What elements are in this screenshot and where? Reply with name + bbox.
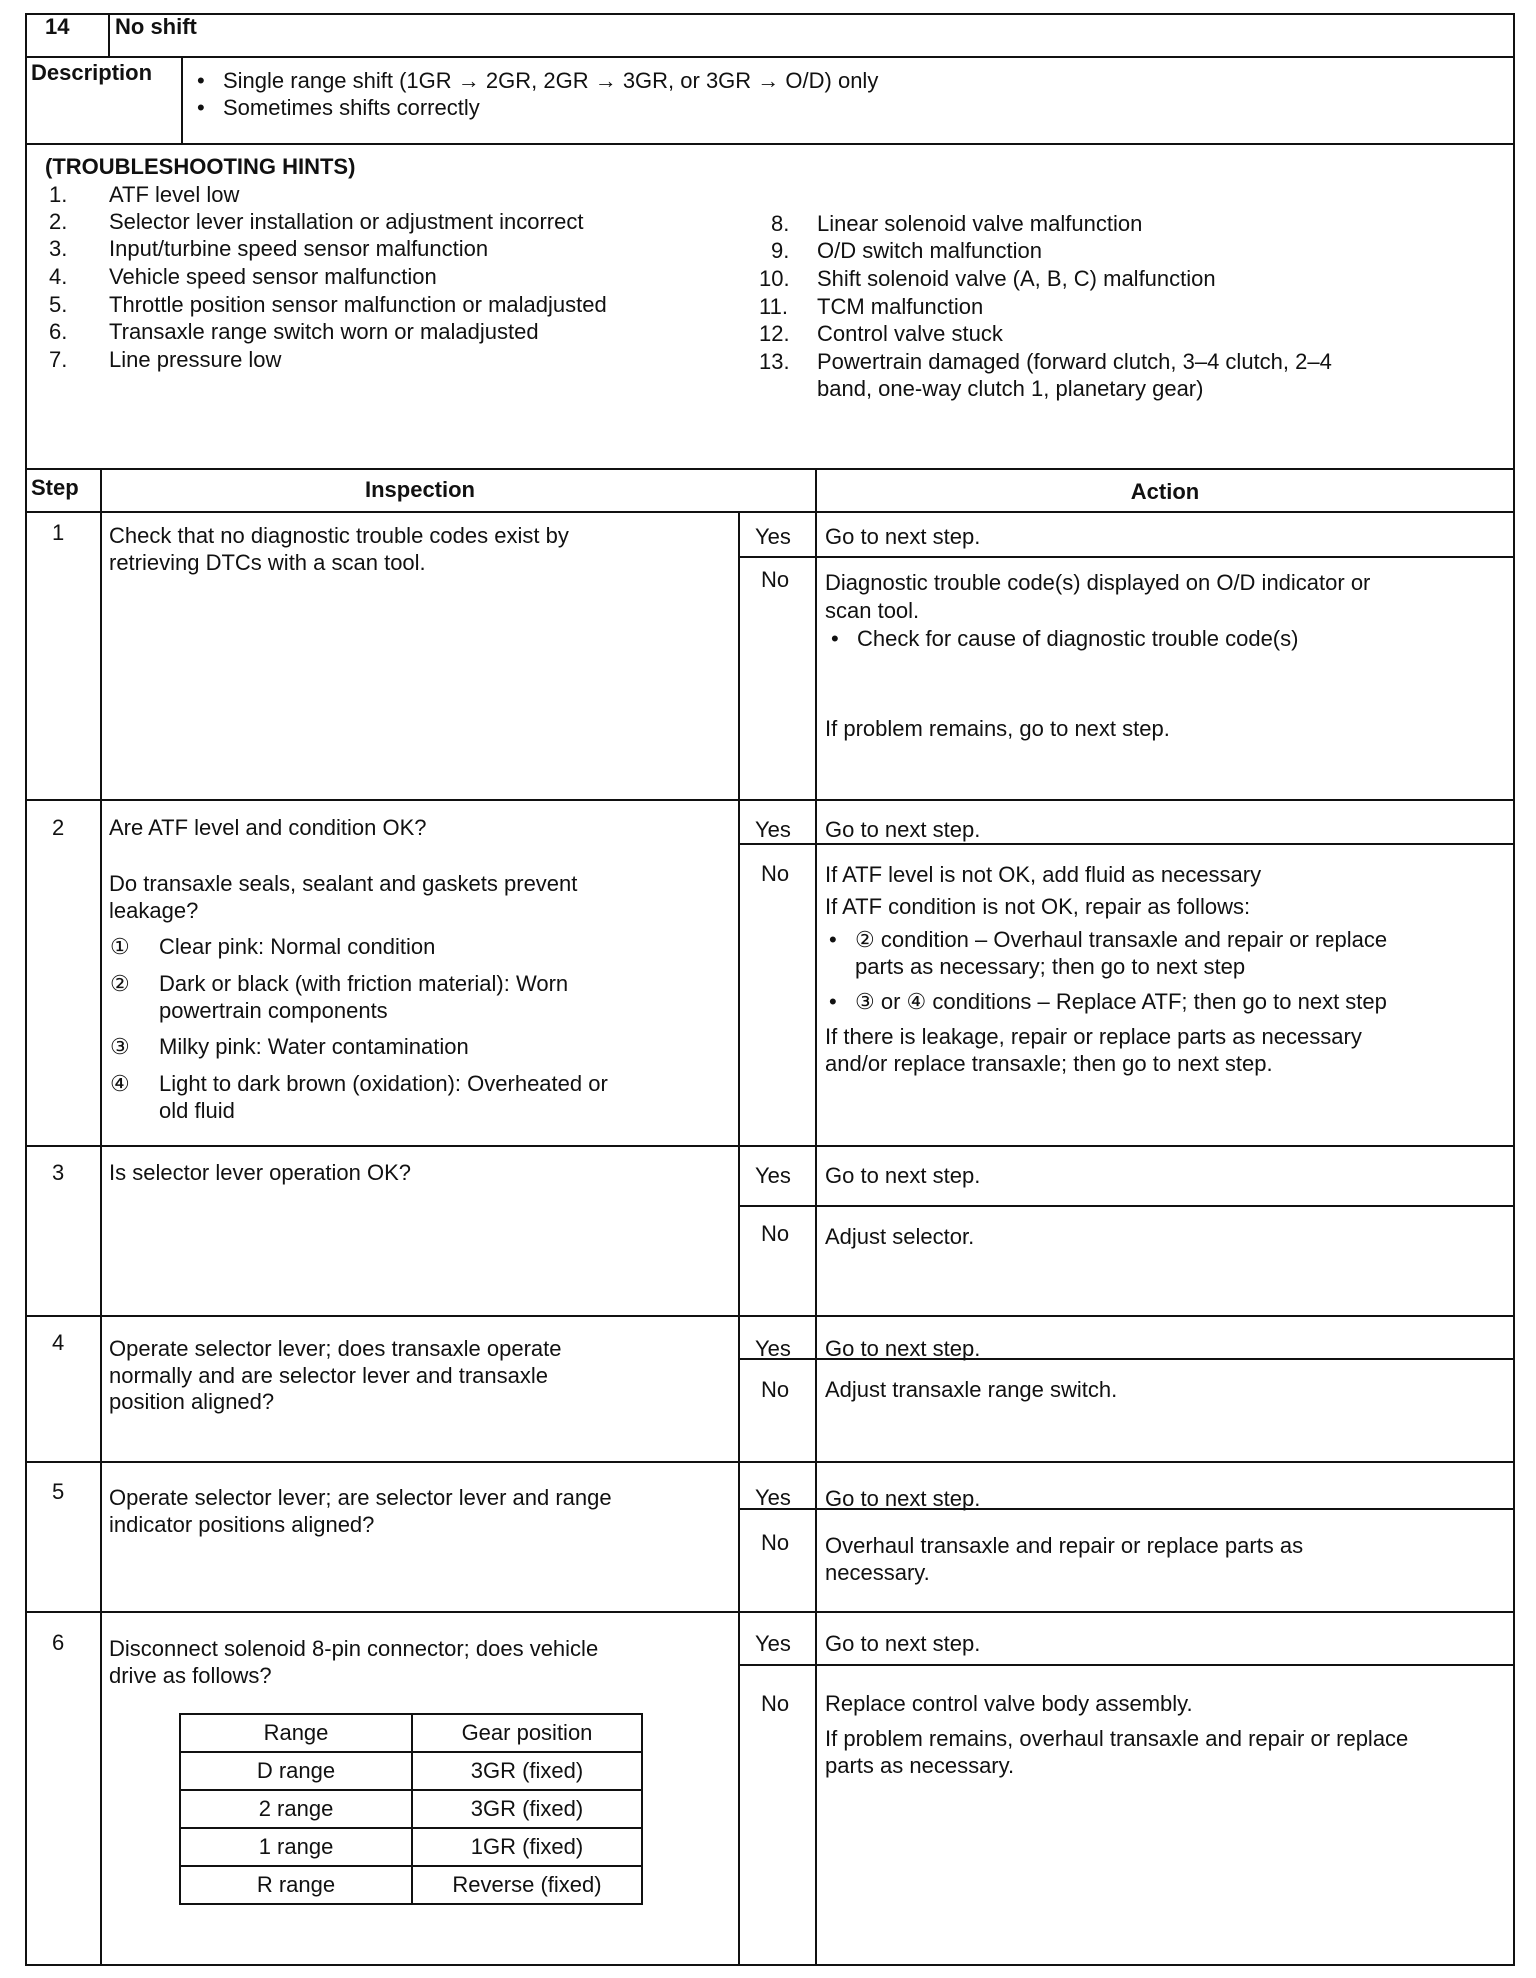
- description-item: • Single range shift (1GR → 2GR, 2GR → 3GR, or 3GR → O/D) only: [223, 67, 878, 94]
- hint-number: 6.: [49, 319, 68, 344]
- hint-number: 12.: [759, 321, 790, 346]
- header-bottom-line: [25, 56, 1515, 58]
- no-action: If ATF condition is not OK, repair as follows:: [825, 894, 1251, 919]
- no-action-bullet-continued: parts as necessary; then go to next step: [855, 954, 1246, 979]
- no-action-followup: and/or replace transaxle; then go to next step.: [825, 1051, 1273, 1076]
- step-number: 5: [52, 1479, 65, 1504]
- no-action-followup: If problem remains, go to next step.: [825, 716, 1170, 741]
- hint-number: 9.: [771, 238, 790, 263]
- column-header-inspection: Inspection: [364, 477, 475, 502]
- inspection-text: Check that no diagnostic trouble codes exist by: [109, 523, 569, 548]
- yes-label: Yes: [755, 1631, 791, 1656]
- hint-number: 13.: [759, 349, 790, 374]
- hint-text: Input/turbine speed sensor malfunction: [109, 236, 489, 261]
- inspection-text: Is selector lever operation OK?: [109, 1160, 412, 1185]
- no-label: No: [761, 1691, 790, 1716]
- inspection-text: drive as follows?: [109, 1663, 272, 1688]
- row-separator: [25, 1611, 1515, 1613]
- yes-action: Go to next step.: [825, 1631, 981, 1656]
- inspection-text: normally and are selector lever and transaxle: [109, 1363, 549, 1388]
- hint-text: Powertrain damaged (forward clutch, 3–4 clutch, 2–4: [817, 349, 1332, 374]
- description-divider: [181, 56, 183, 143]
- hint-number: 3.: [49, 236, 68, 261]
- description-label: Description: [31, 60, 153, 85]
- no-action-bullet: • ③ or ④ conditions – Replace ATF; then go to next step: [855, 988, 1387, 1015]
- inspection-text: indicator positions aligned?: [109, 1512, 375, 1537]
- condition-text: Milky pink: Water contamination: [159, 1034, 469, 1059]
- yes-no-separator: [738, 556, 1515, 558]
- frame-right: [1513, 13, 1515, 1966]
- row-separator: [25, 799, 1515, 801]
- frame-top: [25, 13, 1515, 15]
- hint-number: 5.: [49, 292, 68, 317]
- no-action: scan tool.: [825, 598, 920, 623]
- yes-no-separator: [738, 1664, 1515, 1666]
- step-number: 6: [52, 1630, 65, 1655]
- row-separator: [25, 1315, 1515, 1317]
- hint-text: O/D switch malfunction: [817, 238, 1042, 263]
- gear-table-position: Reverse (fixed): [412, 1866, 642, 1904]
- hint-text-continued: band, one-way clutch 1, planetary gear): [817, 376, 1204, 401]
- hint-text: ATF level low: [109, 182, 240, 207]
- hint-number: 10.: [759, 266, 790, 291]
- condition-marker: ②: [110, 971, 130, 996]
- no-action: necessary.: [825, 1560, 930, 1585]
- inspection-text: Operate selector lever; does transaxle operate: [109, 1336, 562, 1361]
- gear-table-range: 1 range: [180, 1828, 412, 1866]
- condition-marker: ①: [110, 934, 130, 959]
- hint-text: TCM malfunction: [817, 294, 984, 319]
- hint-text: Line pressure low: [109, 347, 282, 372]
- no-action: If ATF level is not OK, add fluid as necessary: [825, 862, 1262, 887]
- gear-table-position: 3GR (fixed): [412, 1790, 642, 1828]
- condition-marker: ③: [110, 1034, 130, 1059]
- column-header-step: Step: [31, 475, 79, 500]
- condition-marker: ④: [110, 1071, 130, 1096]
- inspection-text: leakage?: [109, 898, 199, 923]
- no-action: Adjust transaxle range switch.: [825, 1377, 1118, 1402]
- hint-text: Vehicle speed sensor malfunction: [109, 264, 437, 289]
- gear-table-header: Gear position: [412, 1714, 642, 1752]
- column-header-top-line: [25, 468, 1515, 470]
- gear-table-header-row: [180, 1714, 642, 1752]
- no-action-bullet: • ② condition – Overhaul transaxle and repair or replace: [855, 926, 1387, 953]
- no-action-followup: parts as necessary.: [825, 1753, 1015, 1778]
- gear-table-row: [180, 1828, 642, 1866]
- frame-bottom: [25, 1964, 1515, 1966]
- inspection-text: Operate selector lever; are selector lever and range: [109, 1485, 612, 1510]
- yes-action: Go to next step.: [825, 1163, 981, 1188]
- yes-label: Yes: [755, 1163, 791, 1188]
- yes-action: Go to next step.: [825, 1336, 981, 1361]
- yes-action: Go to next step.: [825, 1486, 981, 1511]
- hint-text: Selector lever installation or adjustment incorrect: [109, 209, 584, 234]
- hints-title: (TROUBLESHOOTING HINTS): [45, 154, 356, 179]
- symptom-number: 14: [45, 14, 70, 39]
- no-label: No: [761, 1377, 790, 1402]
- gear-table-header: Range: [180, 1714, 412, 1752]
- no-action: Diagnostic trouble code(s) displayed on O/D indicator or: [825, 570, 1371, 595]
- no-action: Adjust selector.: [825, 1224, 975, 1249]
- gear-position-table: [179, 1713, 643, 1905]
- yes-action: Go to next step.: [825, 524, 981, 549]
- yes-label: Yes: [755, 817, 791, 842]
- condition-text: old fluid: [159, 1098, 235, 1123]
- step-number: 2: [52, 815, 65, 840]
- column-header-action: Action: [1130, 479, 1200, 504]
- condition-text: Light to dark brown (oxidation): Overheated or: [159, 1071, 608, 1096]
- row-separator: [25, 1145, 1515, 1147]
- hint-text: Transaxle range switch worn or maladjusted: [109, 319, 539, 344]
- gear-table-row: [180, 1790, 642, 1828]
- description-bottom-line: [25, 143, 1515, 145]
- frame-left: [25, 13, 27, 1966]
- no-action: Replace control valve body assembly.: [825, 1691, 1193, 1716]
- step-number: 4: [52, 1330, 65, 1355]
- symptom-title: No shift: [115, 14, 197, 39]
- gear-table-range: R range: [180, 1866, 412, 1904]
- hint-text: Linear solenoid valve malfunction: [817, 211, 1143, 236]
- yes-action: Go to next step.: [825, 817, 981, 842]
- step-number: 1: [52, 520, 65, 545]
- no-label: No: [761, 1530, 790, 1555]
- inspection-text: Are ATF level and condition OK?: [109, 815, 427, 840]
- yes-no-separator: [738, 843, 1515, 845]
- inspection-text: Disconnect solenoid 8-pin connector; does vehicle: [109, 1636, 599, 1661]
- description-item: • Sometimes shifts correctly: [223, 94, 480, 121]
- no-action: Overhaul transaxle and repair or replace parts as: [825, 1533, 1304, 1558]
- condition-text: Clear pink: Normal condition: [159, 934, 436, 959]
- header-divider: [108, 13, 110, 56]
- hint-number: 1.: [49, 182, 68, 207]
- no-label: No: [761, 1221, 790, 1246]
- hint-number: 2.: [49, 209, 68, 234]
- inspection-column-line: [738, 511, 740, 1966]
- hint-number: 4.: [49, 264, 68, 289]
- condition-text: powertrain components: [159, 998, 388, 1023]
- no-action-bullet: • Check for cause of diagnostic trouble code(s): [857, 625, 1298, 652]
- hint-text: Shift solenoid valve (A, B, C) malfunction: [817, 266, 1216, 291]
- gear-table-position: 3GR (fixed): [412, 1752, 642, 1790]
- hint-number: 8.: [771, 211, 790, 236]
- inspection-text: Do transaxle seals, sealant and gaskets prevent: [109, 871, 578, 896]
- yes-label: Yes: [755, 524, 791, 549]
- gear-table-range: 2 range: [180, 1790, 412, 1828]
- hint-number: 11.: [759, 294, 788, 319]
- condition-text: Dark or black (with friction material): Worn: [159, 971, 569, 996]
- gear-table-row: [180, 1752, 642, 1790]
- yes-label: Yes: [755, 1485, 791, 1510]
- column-header-bottom-line: [25, 511, 1515, 513]
- gear-table-position: 1GR (fixed): [412, 1828, 642, 1866]
- inspection-text: retrieving DTCs with a scan tool.: [109, 550, 426, 575]
- troubleshooting-page: [25, 13, 1515, 1966]
- row-separator: [25, 1461, 1515, 1463]
- gear-table-row: [180, 1866, 642, 1904]
- gear-table-range: D range: [180, 1752, 412, 1790]
- hint-text: Control valve stuck: [817, 321, 1003, 346]
- step-column-line: [100, 468, 102, 1966]
- hint-text: Throttle position sensor malfunction or maladjusted: [109, 292, 607, 317]
- no-label: No: [761, 567, 790, 592]
- no-action-followup: If there is leakage, repair or replace parts as necessary: [825, 1024, 1362, 1049]
- yes-no-separator: [738, 1205, 1515, 1207]
- yes-label: Yes: [755, 1336, 791, 1361]
- step-number: 3: [52, 1160, 65, 1185]
- inspection-text: position aligned?: [109, 1389, 275, 1414]
- no-label: No: [761, 861, 790, 886]
- no-action-followup: If problem remains, overhaul transaxle and repair or replace: [825, 1726, 1409, 1751]
- action-column-line: [815, 468, 817, 1966]
- hint-number: 7.: [49, 347, 68, 372]
